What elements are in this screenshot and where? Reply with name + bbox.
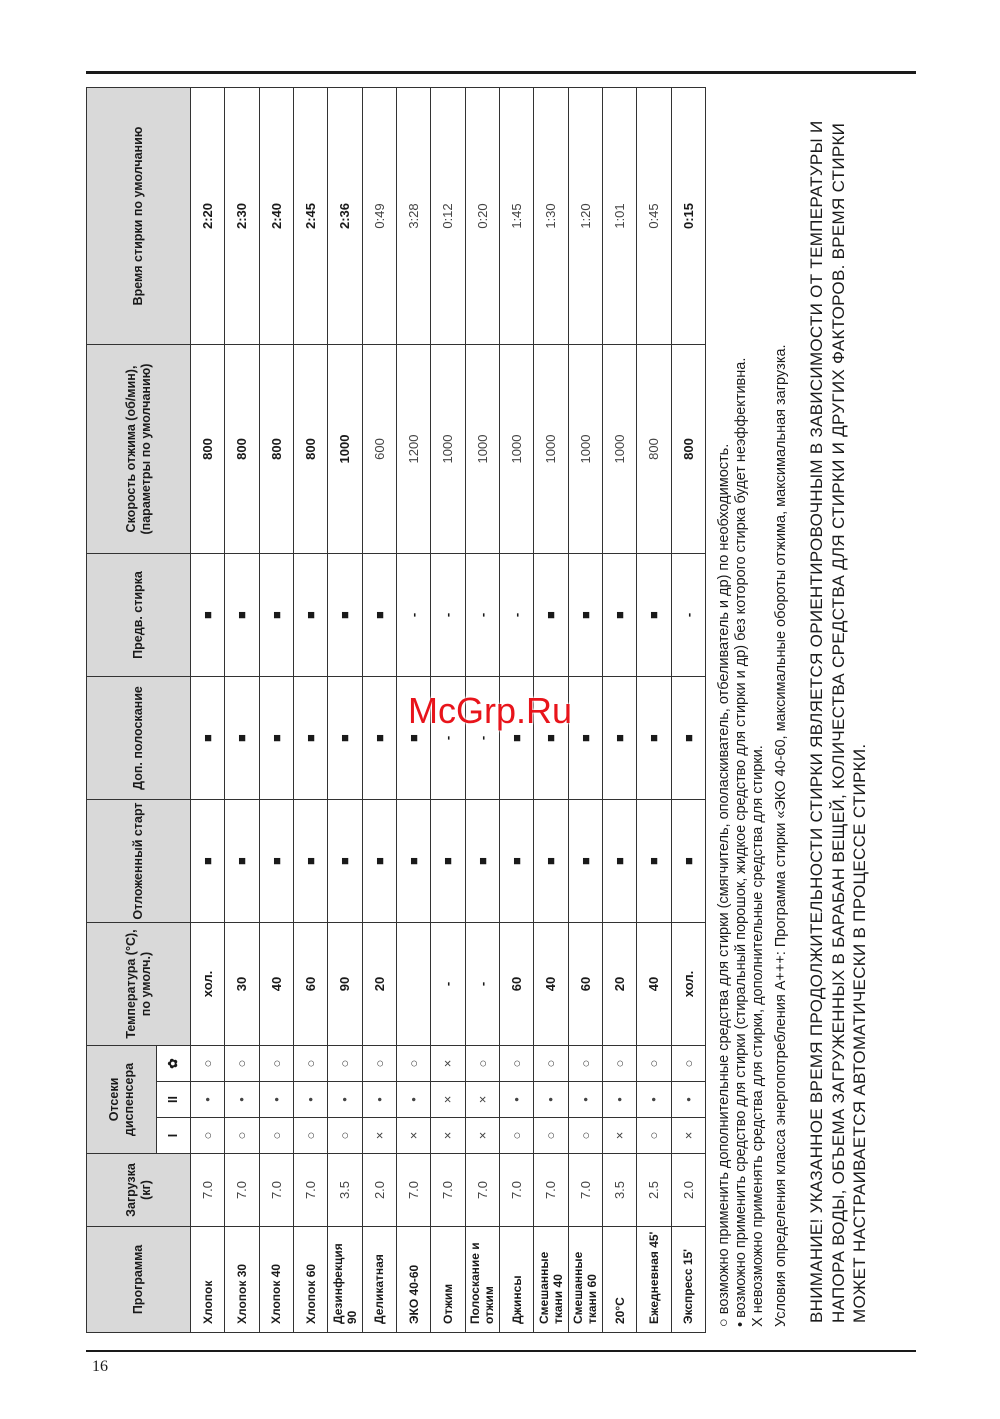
cell-load: 3.5 bbox=[602, 1154, 636, 1227]
cell-delay: ■ bbox=[396, 800, 430, 923]
cell-delay: ■ bbox=[259, 800, 293, 923]
header-dispenser-softener-icon: ✿ bbox=[157, 1046, 191, 1082]
cell-rinse: ■ bbox=[191, 677, 225, 800]
cell-spin: 1000 bbox=[328, 345, 362, 554]
cell-spin: 1000 bbox=[568, 345, 602, 554]
cell-temp: хол. bbox=[191, 923, 225, 1046]
cell-temp: - bbox=[431, 923, 465, 1046]
cell-time: 0:45 bbox=[637, 88, 671, 345]
cell-delay: ■ bbox=[568, 800, 602, 923]
cell-d3: ○ bbox=[602, 1046, 636, 1082]
cell-rinse: ■ bbox=[602, 677, 636, 800]
cell-delay: ■ bbox=[225, 800, 259, 923]
note-line: Условия определения класса энергопотребления А+++: Программа стирки «ЭКО 40-60, максимальные обороты отжима, максимальная загрузка. bbox=[773, 344, 789, 1327]
cell-d1: × bbox=[396, 1118, 430, 1154]
note-line: ○ возможно применить дополнительные средства для стирки (смягчитель, ополаскиватель, отбеливатель и др) по необходимость. bbox=[716, 443, 732, 1327]
cell-delay: ■ bbox=[191, 800, 225, 923]
cell-d2: • bbox=[293, 1082, 327, 1118]
header-time: Время стирки по умолчанию bbox=[87, 88, 191, 345]
cell-d2: • bbox=[602, 1082, 636, 1118]
cell-time: 3:28 bbox=[396, 88, 430, 345]
cell-rinse: - bbox=[465, 677, 499, 800]
cell-temp: 40 bbox=[259, 923, 293, 1046]
header-prewash: Предв. стирка bbox=[87, 554, 191, 677]
cell-rinse: ■ bbox=[396, 677, 430, 800]
cell-load: 7.0 bbox=[225, 1154, 259, 1227]
cell-delay: ■ bbox=[499, 800, 533, 923]
cell-prewash: ■ bbox=[568, 554, 602, 677]
cell-d3: ○ bbox=[259, 1046, 293, 1082]
cell-program: ЭКО 40-60 bbox=[396, 1227, 430, 1333]
cell-program: Полоскание и отжим bbox=[465, 1227, 499, 1333]
header-spin: Скорость отжима (об/мин), (параметры по умолчанию) bbox=[87, 345, 191, 554]
cell-load: 7.0 bbox=[568, 1154, 602, 1227]
cell-spin: 800 bbox=[671, 345, 705, 554]
cell-rinse: ■ bbox=[259, 677, 293, 800]
cell-prewash: - bbox=[396, 554, 430, 677]
cell-d1: × bbox=[362, 1118, 396, 1154]
cell-prewash: ■ bbox=[637, 554, 671, 677]
cell-rinse: - bbox=[431, 677, 465, 800]
cell-d1: × bbox=[602, 1118, 636, 1154]
cell-d3: ○ bbox=[362, 1046, 396, 1082]
cell-spin: 800 bbox=[293, 345, 327, 554]
cell-time: 1:01 bbox=[602, 88, 636, 345]
cell-delay: ■ bbox=[602, 800, 636, 923]
cell-spin: 1200 bbox=[396, 345, 430, 554]
cell-spin: 800 bbox=[637, 345, 671, 554]
cell-d3: ○ bbox=[499, 1046, 533, 1082]
cell-d2: × bbox=[465, 1082, 499, 1118]
cell-temp: 90 bbox=[328, 923, 362, 1046]
cell-spin: 1000 bbox=[534, 345, 568, 554]
table-row bbox=[602, 88, 636, 1333]
cell-prewash: ■ bbox=[362, 554, 396, 677]
watermark: McGrp.Ru bbox=[408, 690, 573, 731]
table-row bbox=[637, 88, 671, 1333]
cell-d3: ○ bbox=[465, 1046, 499, 1082]
cell-spin: 800 bbox=[225, 345, 259, 554]
cell-d1: ○ bbox=[259, 1118, 293, 1154]
table-row bbox=[293, 88, 327, 1333]
cell-d2: • bbox=[499, 1082, 533, 1118]
cell-d3: ○ bbox=[671, 1046, 705, 1082]
cell-d3: ○ bbox=[568, 1046, 602, 1082]
cell-d3: ○ bbox=[225, 1046, 259, 1082]
cell-load: 7.0 bbox=[191, 1154, 225, 1227]
cell-delay: ■ bbox=[293, 800, 327, 923]
cell-temp: 60 bbox=[499, 923, 533, 1046]
cell-delay: ■ bbox=[431, 800, 465, 923]
cell-d1: ○ bbox=[293, 1118, 327, 1154]
cell-time: 1:20 bbox=[568, 88, 602, 345]
cell-temp: 20 bbox=[362, 923, 396, 1046]
cell-time: 0:49 bbox=[362, 88, 396, 345]
header-load: Загрузка (кг) bbox=[87, 1154, 191, 1227]
cell-time: 2:45 bbox=[293, 88, 327, 345]
cell-temp bbox=[396, 923, 430, 1046]
cell-prewash: - bbox=[431, 554, 465, 677]
cell-temp: 20 bbox=[602, 923, 636, 1046]
cell-d1: ○ bbox=[225, 1118, 259, 1154]
cell-d3: ○ bbox=[191, 1046, 225, 1082]
table-row bbox=[671, 88, 705, 1333]
cell-temp: - bbox=[465, 923, 499, 1046]
cell-program: Отжим bbox=[431, 1227, 465, 1333]
cell-prewash: - bbox=[499, 554, 533, 677]
table-row bbox=[362, 88, 396, 1333]
cell-time: 1:30 bbox=[534, 88, 568, 345]
cell-rinse: ■ bbox=[499, 677, 533, 800]
note-line: • возможно применить средство для стирки (стиральный порошок, жидкое средство для стирки и др) без которого стирка будет неэффективна. bbox=[733, 357, 749, 1327]
cell-load: 7.0 bbox=[534, 1154, 568, 1227]
cell-d3: ○ bbox=[637, 1046, 671, 1082]
cell-time: 1:45 bbox=[499, 88, 533, 345]
table-row bbox=[191, 88, 225, 1333]
cell-delay: ■ bbox=[534, 800, 568, 923]
cell-spin: 1000 bbox=[431, 345, 465, 554]
cell-temp: 40 bbox=[534, 923, 568, 1046]
header-dispenser: Отсеки диспенсера bbox=[87, 1046, 157, 1154]
cell-rinse: ■ bbox=[568, 677, 602, 800]
cell-program: 20°С bbox=[602, 1227, 636, 1333]
cell-prewash: ■ bbox=[534, 554, 568, 677]
cell-program: Хлопок 60 bbox=[293, 1227, 327, 1333]
cell-load: 7.0 bbox=[499, 1154, 533, 1227]
cell-d2: • bbox=[259, 1082, 293, 1118]
header-dispenser-1: I bbox=[157, 1118, 191, 1154]
cell-program: Хлопок bbox=[191, 1227, 225, 1333]
cell-spin: 800 bbox=[191, 345, 225, 554]
bottom-rule bbox=[86, 1350, 916, 1352]
cell-time: 0:15 bbox=[671, 88, 705, 345]
cell-d3: × bbox=[431, 1046, 465, 1082]
cell-rinse: ■ bbox=[225, 677, 259, 800]
cell-rinse: ■ bbox=[362, 677, 396, 800]
header-program: Программа bbox=[87, 1227, 191, 1333]
cell-d2: • bbox=[568, 1082, 602, 1118]
cell-d2: • bbox=[362, 1082, 396, 1118]
warning-text: ВНИМАНИЕ! УКАЗАННОЕ ВРЕМЯ ПРОДОЛЖИТЕЛЬНОСТИ СТИРКИ ЯВЛЯЕТСЯ ОРИЕНТИРОВОЧНЫМ В ЗАВИСИМОСТИ ОТ ТЕМПЕРАТУРЫ И НАПОРА ВОДЫ, ОБЪЕМА ЗАГРУЖЕННЫХ В БАРАБАН ВЕЩЕЙ, КОЛИЧЕСТВА СРЕДСТВА ДЛЯ СТИРКИ И ДРУГИХ ФАКТОРОВ. ВРЕМЯ СТИРКИ МОЖЕТ НАСТРАИВАЕТСЯ АВТОМАТИЧЕСКИ В ПРОЦЕССЕ СТИРКИ. bbox=[807, 120, 869, 1323]
cell-spin: 800 bbox=[259, 345, 293, 554]
note-line: X невозможно применять средства для стирки, дополнительные средства для стирки. bbox=[750, 745, 766, 1327]
cell-spin: 1000 bbox=[465, 345, 499, 554]
legend-notes bbox=[716, 92, 790, 1327]
cell-prewash: - bbox=[671, 554, 705, 677]
cell-program: Джинсы bbox=[499, 1227, 533, 1333]
cell-rinse: ■ bbox=[534, 677, 568, 800]
table-row bbox=[225, 88, 259, 1333]
cell-time: 2:36 bbox=[328, 88, 362, 345]
cell-d1: ○ bbox=[191, 1118, 225, 1154]
cell-program: Деликатная bbox=[362, 1227, 396, 1333]
header-extra-rinse: Доп. полоскание bbox=[87, 677, 191, 800]
cell-d1: ○ bbox=[328, 1118, 362, 1154]
cell-program: Хлопок 30 bbox=[225, 1227, 259, 1333]
header-dispenser-2: II bbox=[157, 1082, 191, 1118]
cell-program: Хлопок 40 bbox=[259, 1227, 293, 1333]
cell-d2: × bbox=[431, 1082, 465, 1118]
header-temperature: Температура (°С), по умолч.) bbox=[87, 923, 191, 1046]
cell-d1: ○ bbox=[534, 1118, 568, 1154]
cell-load: 7.0 bbox=[259, 1154, 293, 1227]
table-row bbox=[259, 88, 293, 1333]
cell-d1: ○ bbox=[568, 1118, 602, 1154]
cell-load: 3.5 bbox=[328, 1154, 362, 1227]
cell-d1: ○ bbox=[637, 1118, 671, 1154]
cell-time: 2:30 bbox=[225, 88, 259, 345]
page-number: 16 bbox=[92, 1358, 108, 1375]
cell-delay: ■ bbox=[328, 800, 362, 923]
cell-prewash: ■ bbox=[259, 554, 293, 677]
cell-d1: × bbox=[671, 1118, 705, 1154]
program-table bbox=[86, 87, 706, 1333]
cell-time: 2:20 bbox=[191, 88, 225, 345]
cell-program: Смешанные ткани 40 bbox=[534, 1227, 568, 1333]
header-delay: Отложенный старт bbox=[87, 800, 191, 923]
cell-d2: • bbox=[671, 1082, 705, 1118]
cell-delay: ■ bbox=[637, 800, 671, 923]
cell-delay: ■ bbox=[465, 800, 499, 923]
cell-load: 7.0 bbox=[465, 1154, 499, 1227]
cell-delay: ■ bbox=[671, 800, 705, 923]
cell-d2: • bbox=[191, 1082, 225, 1118]
cell-d3: ○ bbox=[534, 1046, 568, 1082]
cell-rinse: ■ bbox=[328, 677, 362, 800]
cell-prewash: ■ bbox=[293, 554, 327, 677]
cell-prewash: - bbox=[465, 554, 499, 677]
cell-time: 0:12 bbox=[431, 88, 465, 345]
cell-temp: 60 bbox=[568, 923, 602, 1046]
cell-d3: ○ bbox=[396, 1046, 430, 1082]
cell-d2: • bbox=[225, 1082, 259, 1118]
cell-d2: • bbox=[328, 1082, 362, 1118]
cell-temp: хол. bbox=[671, 923, 705, 1046]
cell-spin: 600 bbox=[362, 345, 396, 554]
cell-prewash: ■ bbox=[328, 554, 362, 677]
cell-d1: × bbox=[465, 1118, 499, 1154]
cell-spin: 1000 bbox=[602, 345, 636, 554]
cell-d3: ○ bbox=[328, 1046, 362, 1082]
cell-d2: • bbox=[396, 1082, 430, 1118]
cell-prewash: ■ bbox=[191, 554, 225, 677]
cell-d2: • bbox=[534, 1082, 568, 1118]
cell-d3: ○ bbox=[293, 1046, 327, 1082]
cell-rinse: ■ bbox=[637, 677, 671, 800]
table-row bbox=[328, 88, 362, 1333]
cell-load: 7.0 bbox=[293, 1154, 327, 1227]
cell-program: Дезинфекция 90 bbox=[328, 1227, 362, 1333]
cell-program: Ежедневная 45' bbox=[637, 1227, 671, 1333]
cell-load: 7.0 bbox=[396, 1154, 430, 1227]
cell-rinse: ■ bbox=[293, 677, 327, 800]
cell-prewash: ■ bbox=[602, 554, 636, 677]
cell-load: 7.0 bbox=[431, 1154, 465, 1227]
cell-load: 2.0 bbox=[362, 1154, 396, 1227]
cell-time: 2:40 bbox=[259, 88, 293, 345]
cell-temp: 40 bbox=[637, 923, 671, 1046]
table-row bbox=[568, 88, 602, 1333]
cell-delay: ■ bbox=[362, 800, 396, 923]
cell-prewash: ■ bbox=[225, 554, 259, 677]
cell-temp: 30 bbox=[225, 923, 259, 1046]
cell-temp: 60 bbox=[293, 923, 327, 1046]
cell-spin: 1000 bbox=[499, 345, 533, 554]
cell-load: 2.5 bbox=[637, 1154, 671, 1227]
top-rule bbox=[86, 71, 916, 74]
cell-program: Смешанные ткани 60 bbox=[568, 1227, 602, 1333]
cell-program: Экспресс 15' bbox=[671, 1227, 705, 1333]
cell-rinse: ■ bbox=[671, 677, 705, 800]
cell-time: 0:20 bbox=[465, 88, 499, 345]
cell-d1: × bbox=[431, 1118, 465, 1154]
cell-d2: • bbox=[637, 1082, 671, 1118]
cell-load: 2.0 bbox=[671, 1154, 705, 1227]
cell-d1: ○ bbox=[499, 1118, 533, 1154]
